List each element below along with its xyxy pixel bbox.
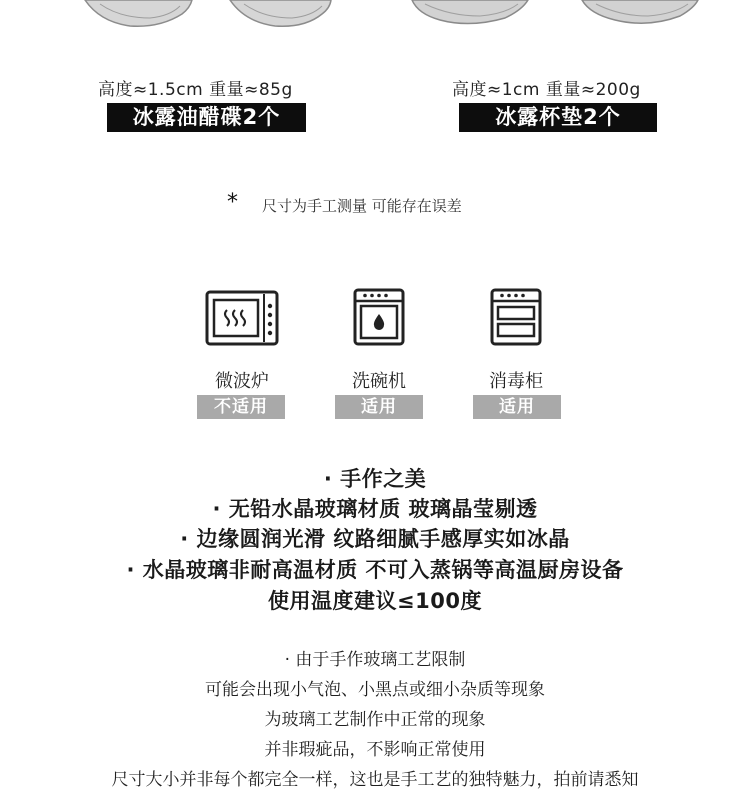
appliance-dishwasher-status: 适用 <box>335 395 423 419</box>
product-1-name-label: 冰露油醋碟2个 <box>107 103 306 132</box>
disclaimer-line-3: 为玻璃工艺制作中正常的现象 <box>264 710 486 730</box>
appliance-microwave-status: 不适用 <box>197 395 285 419</box>
note-asterisk: * <box>227 190 238 215</box>
glass-dish-photo-1 <box>85 0 192 26</box>
glass-dish-photo-2 <box>230 0 331 26</box>
disclaimer-line-5: 尺寸大小并非每个都完全一样，这也是手工艺的独特魅力，拍前请悉知 <box>111 770 639 790</box>
feature-line-5: 使用温度建议≤100度 <box>268 589 482 613</box>
dishwasher-icon <box>353 288 405 346</box>
disclaimer-line-1: · 由于手作玻璃工艺限制 <box>284 650 466 670</box>
disclaimer-line-4: 并非瑕疵品，不影响正常使用 <box>264 740 486 760</box>
glass-coaster-photo-2 <box>582 0 698 23</box>
feature-line-4: · 水晶玻璃非耐高温材质 不可入蒸锅等高温厨房设备 <box>126 558 624 582</box>
glass-coaster-photo-1 <box>412 0 528 24</box>
feature-line-3: · 边缘圆润光滑 纹路细腻手感厚实如冰晶 <box>180 527 570 551</box>
microwave-icon <box>205 290 279 348</box>
feature-line-1: · 手作之美 <box>323 467 427 491</box>
disclaimer-line-2: 可能会出现小气泡、小黑点或细小杂质等现象 <box>205 680 545 700</box>
product-1-spec: 高度≈1.5cm 重量≈85g <box>98 80 293 100</box>
appliance-sterilizer-status: 适用 <box>473 395 561 419</box>
product-2-name-label: 冰露杯垫2个 <box>459 103 657 132</box>
appliance-microwave-name: 微波炉 <box>215 371 269 392</box>
appliance-sterilizer-name: 消毒柜 <box>489 371 543 392</box>
sterilizer-cabinet-icon <box>490 288 542 346</box>
appliance-dishwasher-name: 洗碗机 <box>352 371 406 392</box>
measurement-note: 尺寸为手工测量 可能存在误差 <box>262 197 462 215</box>
product-photo-strip <box>0 0 750 40</box>
product-2-spec: 高度≈1cm 重量≈200g <box>452 80 641 100</box>
feature-line-2: · 无铅水晶玻璃材质 玻璃晶莹剔透 <box>212 497 538 521</box>
